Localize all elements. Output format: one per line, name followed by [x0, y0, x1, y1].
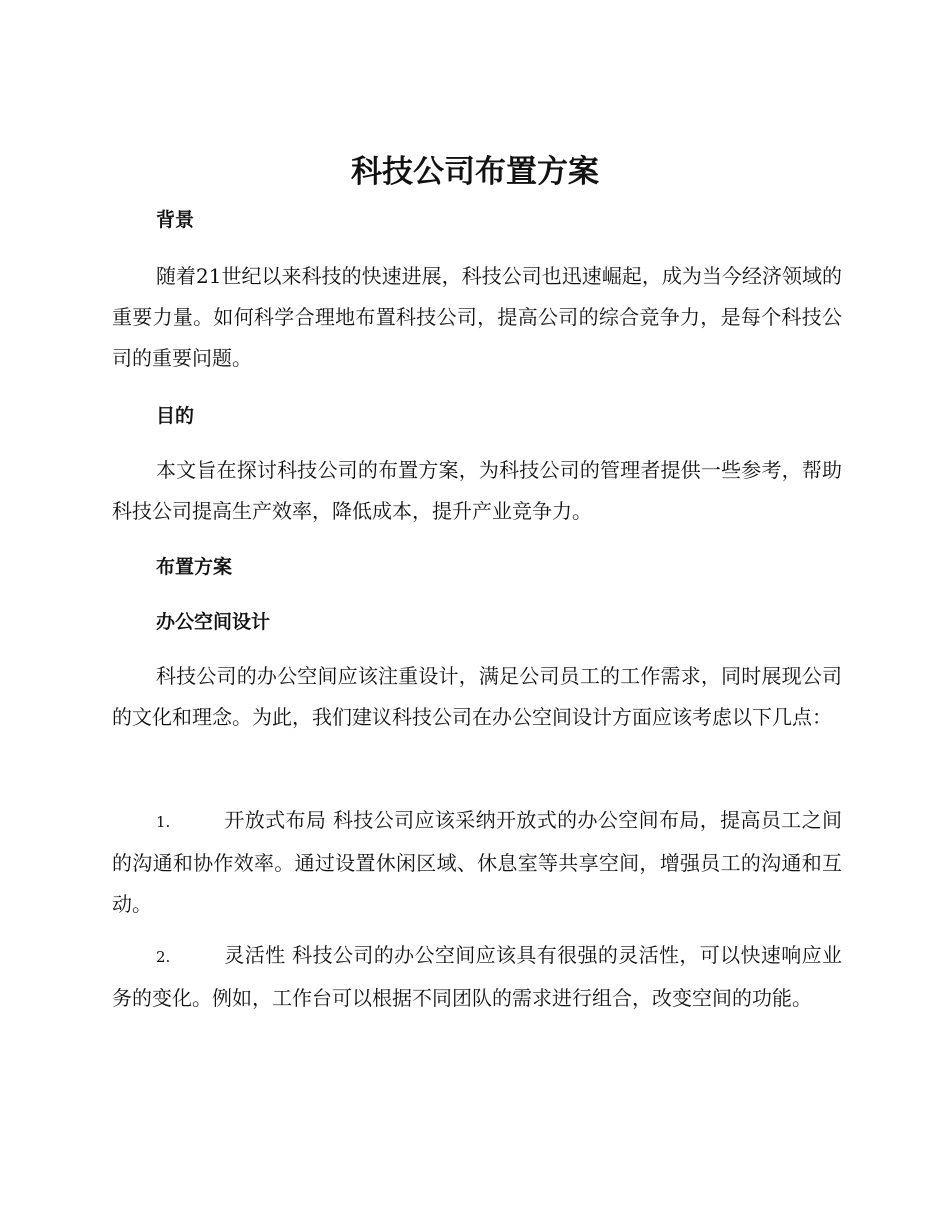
document-title: 科技公司布置方案: [351, 154, 599, 190]
list-item-number: 2.: [156, 948, 171, 966]
list-item-open-layout: [112, 800, 842, 925]
purpose-paragraph: 本文旨在探讨科技公司的布置方案，为科技公司的管理者提供一些参考，帮助科技公司提高生产效率，降低成本，提升产业竞争力。: [112, 458, 842, 523]
section-heading-background: 背景: [156, 209, 195, 231]
section-heading-purpose: 目的: [156, 405, 195, 427]
office-design-paragraph: 科技公司的办公空间应该注重设计，满足公司员工的工作需求，同时展现公司的文化和理念。为此，我们建议科技公司在办公空间设计方面应该考虑以下几点：: [112, 664, 842, 729]
list-item-text: 灵活性 科技公司的办公空间应该具有很强的灵活性，可以快速响应业务的变化。例如，工作台可以根据不同团队的需求进行组合，改变空间的功能。: [112, 943, 842, 1010]
background-paragraph: 随着21世纪以来科技的快速进展，科技公司也迅速崛起，成为当今经济领域的重要力量。如何科学合理地布置科技公司，提高公司的综合竞争力，是每个科技公司的重要问题。: [112, 264, 842, 370]
list-item-number: 1.: [156, 813, 171, 831]
list-item-flexibility: [112, 935, 842, 1019]
section-heading-plan: 布置方案: [156, 556, 233, 578]
list-item-text: 开放式布局 科技公司应该采纳开放式的办公空间布局，提高员工之间的沟通和协作效率。通过设置休闲区域、休息室等共享空间，增强员工的沟通和互动。: [112, 808, 842, 916]
section-heading-office-design: 办公空间设计: [156, 611, 271, 633]
